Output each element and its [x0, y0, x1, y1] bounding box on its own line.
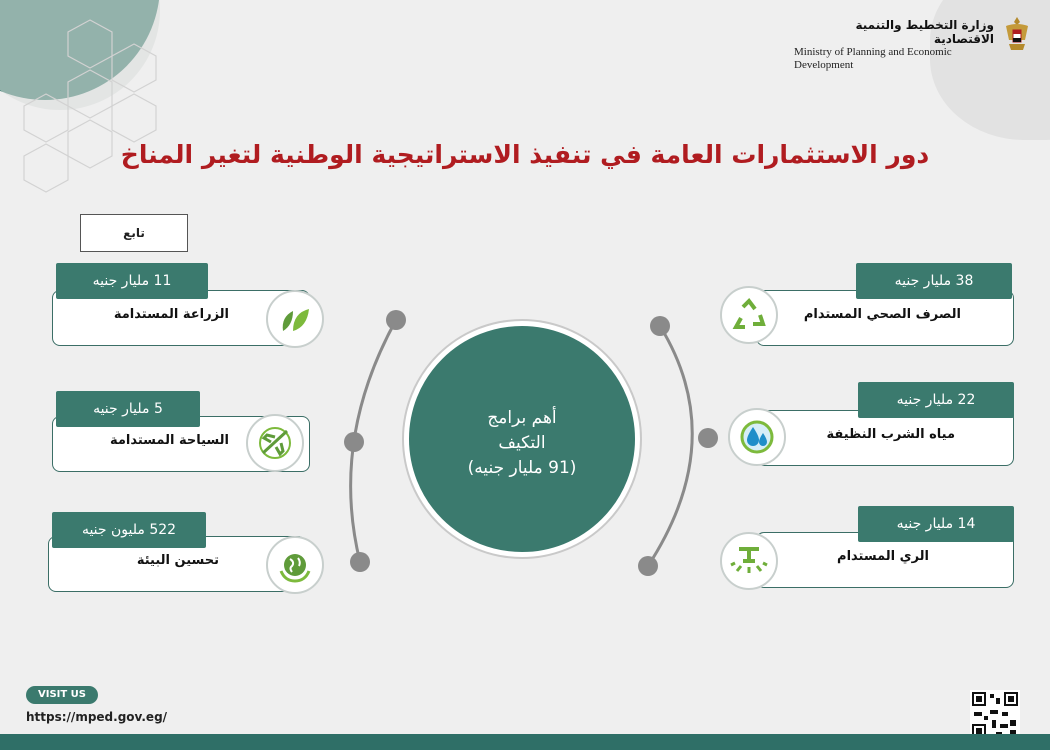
program-amount: 38 مليار جنيه [856, 263, 1012, 299]
airplane-icon [246, 414, 304, 472]
program-label: السياحة المستدامة [109, 433, 229, 448]
leaves-icon [266, 290, 324, 348]
connector-dot [650, 316, 670, 336]
page-title: دور الاستثمارات العامة في تنفيذ الاستراتيجية الوطنية لتغير المناخ [120, 140, 930, 169]
program-card-drinking-water [756, 410, 1014, 466]
connector-dot [344, 432, 364, 452]
connector-dot [350, 552, 370, 572]
program-label: الزراعة المستدامة [113, 307, 229, 322]
program-amount: 22 مليار جنيه [858, 382, 1014, 418]
hub-subtitle: التكيف [498, 433, 546, 453]
sprinkler-icon [720, 532, 778, 590]
globe-icon [266, 536, 324, 594]
program-label: تحسين البيئة [136, 553, 219, 568]
connector-dot [698, 428, 718, 448]
continued-label: تابع [80, 214, 188, 252]
website-link[interactable]: https://mped.gov.eg/ [26, 710, 168, 724]
program-amount: 522 مليون جنيه [52, 512, 206, 548]
hub-total: (91 مليار جنيه) [467, 458, 577, 478]
central-hub [404, 321, 640, 557]
connector-dot [386, 310, 406, 330]
ministry-name-en: Ministry of Planning and Economic Development [794, 46, 952, 71]
water-drop-icon [728, 408, 786, 466]
program-label: الصرف الصحي المستدام [803, 307, 961, 322]
recycle-icon [720, 286, 778, 344]
program-amount: 11 مليار جنيه [56, 263, 208, 299]
program-amount: 14 مليار جنيه [858, 506, 1014, 542]
program-amount: 5 مليار جنيه [56, 391, 200, 427]
hub-title: أهم برامج [487, 408, 557, 428]
visit-us-button[interactable]: VISIT US [26, 686, 98, 704]
connector-dot [638, 556, 658, 576]
program-label: مياه الشرب النظيفة [826, 427, 955, 442]
ministry-name-ar: وزارة التخطيط والتنمية الاقتصادية [855, 18, 994, 46]
qr-code-icon [970, 690, 1020, 740]
bottom-bar [0, 734, 1050, 750]
program-label: الري المستدام [837, 549, 929, 564]
